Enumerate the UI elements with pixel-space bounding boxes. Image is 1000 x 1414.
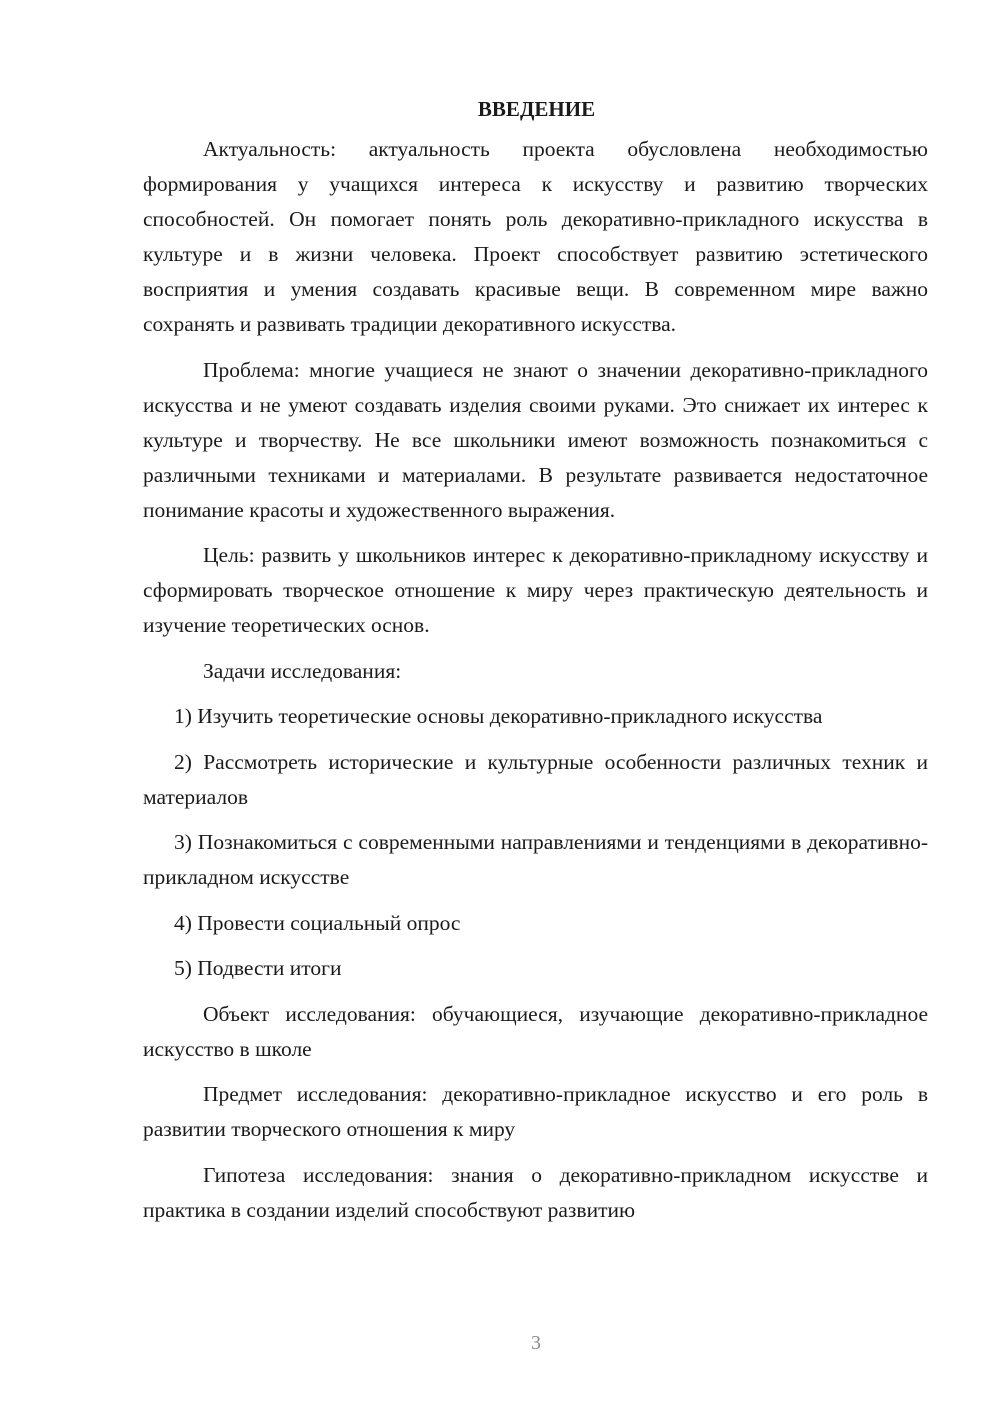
task-item-2: 2) Рассмотреть исторические и культурные особенности различных техник и материалов bbox=[143, 749, 928, 809]
problem-paragraph: Проблема: многие учащиеся не знают о значении декоративно-прикладного искусства и не умеют создавать изделия своими руками. Это снижает их интерес к культуре и творчеству. Не все школьники имеют возможность познакомиться с различными техниками и материалами. В результате развивается недостаточное понимание красоты и художественного выражения. bbox=[143, 357, 928, 522]
section-title: ВВЕДЕНИЕ bbox=[477, 97, 596, 121]
page-number: 3 bbox=[531, 1332, 541, 1354]
hypothesis-paragraph: Гипотеза исследования: знания о декоративно-прикладном искусстве и практика в создании изделий способствуют развитию bbox=[143, 1162, 928, 1222]
goal-paragraph: Цель: развить у школьников интерес к декоративно-прикладному искусству и сформировать творческое отношение к миру через практическую деятельность и изучение теоретических основ. bbox=[143, 543, 928, 637]
task-item-5: 5) Подвести итоги bbox=[174, 956, 342, 980]
relevance-paragraph: Актуальность: актуальность проекта обусловлена необходимостью формирования у учащихся интереса к искусству и развитию творческих способностей. Он помогает понять роль декоративно-прикладного искусства в культуре и в жизни человека. Проект способствует развитию эстетического восприятия и умения создавать красивые вещи. В современном мире важно сохранять и развивать традиции декоративного искусства. bbox=[143, 137, 928, 336]
task-item-1: 1) Изучить теоретические основы декоративно-прикладного искусства bbox=[174, 704, 823, 728]
document-page bbox=[143, 92, 928, 1228]
subject-paragraph: Предмет исследования: декоративно-прикладное искусство и его роль в развитии творческого отношения к миру bbox=[143, 1082, 928, 1141]
task-item-4: 4) Провести социальный опрос bbox=[174, 910, 461, 935]
tasks-heading: Задачи исследования: bbox=[203, 658, 402, 683]
object-paragraph: Объект исследования: обучающиеся, изучающие декоративно-прикладное искусство в школе bbox=[143, 1001, 928, 1061]
task-item-3: 3) Познакомиться с современными направлениями и тенденциями в декоративно-прикладном искусстве bbox=[143, 830, 928, 889]
